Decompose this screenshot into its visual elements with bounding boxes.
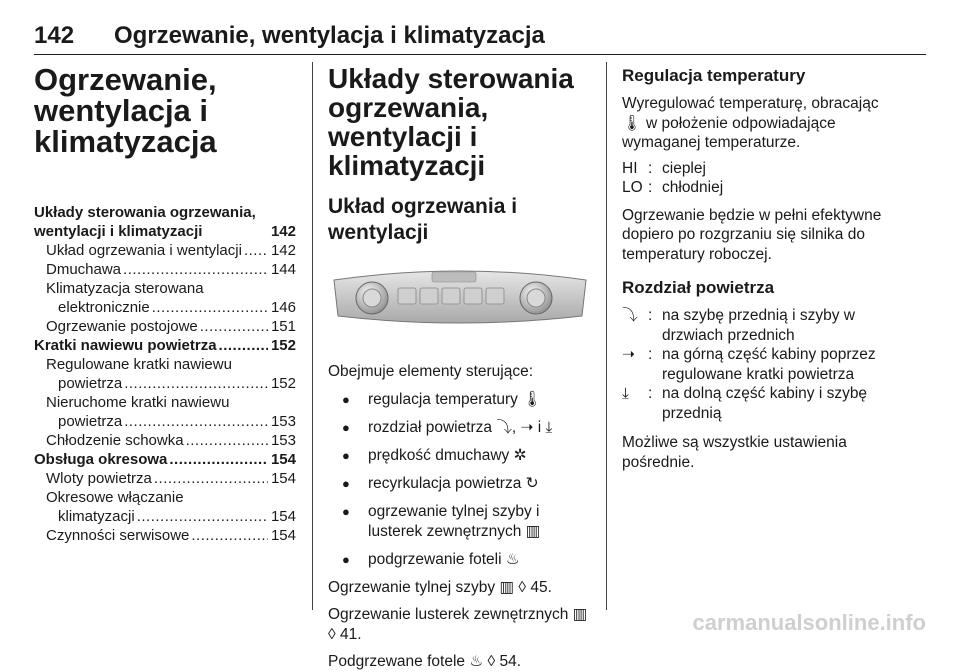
toc-entry-label: powietrza xyxy=(58,375,123,392)
toc-entry-label: Obsługa okresowa xyxy=(34,451,168,468)
toc-page-number: 146 xyxy=(270,299,296,316)
toc-entry xyxy=(34,526,296,545)
toc-entry xyxy=(34,393,296,412)
page-number: 142 xyxy=(34,22,75,49)
paragraph: Ogrzewanie lusterek zewnętrznych ▥ ◊ 41. xyxy=(328,606,588,643)
toc-entry xyxy=(34,431,296,450)
toc-leader xyxy=(244,241,268,260)
toc-page-number: 154 xyxy=(270,508,296,525)
setting-value: chłodniej xyxy=(662,179,724,196)
toc-entry-label: Czynności serwisowe xyxy=(46,527,190,544)
temperature-text: Wyregulować temperaturę, obracając 🌡 w położenie odpowiadające wymaganej temperaturze. xyxy=(622,95,879,151)
toc-leader xyxy=(169,450,268,469)
toc-entry-label: klimatyzacji xyxy=(58,508,135,525)
left-column xyxy=(34,64,296,545)
toc-leader xyxy=(137,507,268,526)
setting-value: cieplej xyxy=(662,159,706,177)
toc-entry-label: elektronicznie xyxy=(58,299,150,316)
air-distribution-settings xyxy=(622,306,894,423)
table-of-contents xyxy=(34,203,296,545)
toc-entry-label: Dmuchawa xyxy=(46,261,122,278)
paragraph: Ogrzewanie tylnej szyby ▥ ◊ 45. xyxy=(328,578,552,596)
toc-entry xyxy=(34,336,296,355)
column-divider xyxy=(606,62,607,610)
control-panel-illustration xyxy=(328,258,592,348)
toc-entry-label: Ogrzewanie postojowe xyxy=(46,318,198,335)
toc-entry-label: powietrza xyxy=(58,413,123,430)
toc-page-number: 154 xyxy=(270,470,296,487)
toc-page-number: 153 xyxy=(270,432,296,449)
toc-entry xyxy=(34,203,296,241)
toc-entry xyxy=(34,241,296,260)
toc-leader xyxy=(152,298,268,317)
toc-entry-label: Kratki nawiewu powietrza xyxy=(34,337,217,354)
toc-page-number: 153 xyxy=(270,413,296,430)
toc-entry xyxy=(34,374,296,393)
toc-entry-label: Układy sterowania ogrzewania, wentylacji i klimatyzacji xyxy=(34,204,256,240)
air-distribution-note: Możliwe są wszystkie ustawienia pośrednie. xyxy=(622,434,847,471)
separator: : xyxy=(648,346,653,363)
toc-entry xyxy=(34,488,296,507)
toc-page-number: 152 xyxy=(270,375,296,392)
toc-entry xyxy=(34,450,296,469)
setting-key: HI xyxy=(622,159,638,177)
controls-list xyxy=(328,390,592,570)
separator: : xyxy=(648,179,653,196)
list-item: ● podgrzewanie foteli ♨ xyxy=(328,550,592,570)
toc-entry xyxy=(34,469,296,488)
controls-intro: Obejmuje elementy sterujące: xyxy=(328,363,534,380)
list-item: ● rozdział powietrza ⤵, ➝ i ⤓ xyxy=(328,418,592,438)
toc-entry xyxy=(34,412,296,431)
list-item: ● recyrkulacja powietrza ↻ xyxy=(328,474,592,494)
toc-entry-label: Układ ogrzewania i wentylacji xyxy=(46,242,242,259)
toc-page-number: 151 xyxy=(270,318,296,335)
column-divider xyxy=(312,62,313,610)
paragraph: Podgrzewane fotele ♨ ◊ 54. xyxy=(328,653,522,670)
toc-entry-label: Regulowane kratki nawiewu xyxy=(46,356,232,373)
setting-key: ⤵ xyxy=(622,307,638,324)
toc-leader xyxy=(200,317,268,336)
list-item: ● regulacja temperatury 🌡 xyxy=(328,390,592,410)
toc-page-number: 144 xyxy=(270,261,296,278)
toc-entry xyxy=(34,355,296,374)
toc-leader xyxy=(191,526,268,545)
temperature-settings xyxy=(622,159,894,198)
watermark: carmanualsonline.info xyxy=(692,610,926,635)
setting-value: na dolną część kabiny i szybę przednią xyxy=(662,385,868,422)
setting-key: LO xyxy=(622,179,643,196)
subsection-title: Układ ogrzewania i wentylacji xyxy=(328,195,518,244)
chapter-title: Ogrzewanie, wentylacja i klimatyzacja xyxy=(34,62,217,159)
toc-entry-label: Nieruchome kratki nawiewu xyxy=(46,394,230,411)
toc-page-number: 142 xyxy=(270,242,296,259)
separator: : xyxy=(648,159,653,177)
toc-leader xyxy=(123,260,268,279)
middle-column xyxy=(328,64,592,672)
toc-leader xyxy=(154,469,268,488)
toc-entry xyxy=(34,507,296,526)
toc-entry-label: Wloty powietrza xyxy=(46,470,152,487)
temperature-note: Ogrzewanie będzie w pełni efektywne dopiero po rozgrzaniu się silnika do temperatury roboczej. xyxy=(622,206,882,263)
toc-entry-label: Klimatyzacja sterowana xyxy=(46,280,204,297)
temperature-heading: Regulacja temperatury xyxy=(622,66,806,85)
toc-page-number: 142 xyxy=(270,223,296,240)
toc-entry-label: Chłodzenie schowka xyxy=(46,432,184,449)
toc-entry xyxy=(34,317,296,336)
separator: : xyxy=(648,385,653,402)
toc-entry xyxy=(34,279,296,298)
toc-page-number: 154 xyxy=(270,451,296,468)
section-title: Układy sterowania ogrzewania, wentylacji i klimatyzacji xyxy=(328,63,574,181)
list-item: ● ogrzewanie tylnej szyby i lusterek zewnętrznych ▥ xyxy=(328,502,592,542)
setting-value: na górną część kabiny poprzez regulowane kratki powietrza xyxy=(662,346,876,383)
separator: : xyxy=(648,307,653,324)
toc-entry xyxy=(34,260,296,279)
page-header xyxy=(34,18,926,55)
toc-leader xyxy=(124,374,268,393)
running-title: Ogrzewanie, wentylacja i klimatyzacja xyxy=(114,22,545,49)
setting-value: na szybę przednią i szyby w drzwiach przednich xyxy=(662,307,855,344)
toc-entry-label: Okresowe włączanie xyxy=(46,489,184,506)
list-item: ● prędkość dmuchawy ✲ xyxy=(328,446,592,466)
air-distribution-heading: Rozdział powietrza xyxy=(622,278,775,297)
right-column xyxy=(622,66,894,472)
toc-page-number: 154 xyxy=(270,527,296,544)
toc-page-number: 152 xyxy=(270,337,296,354)
setting-key: ⤓ xyxy=(622,385,629,402)
toc-leader xyxy=(124,412,268,431)
toc-leader xyxy=(186,431,268,450)
setting-key: ➝ xyxy=(622,346,635,363)
toc-entry xyxy=(34,298,296,317)
toc-leader xyxy=(219,336,268,355)
